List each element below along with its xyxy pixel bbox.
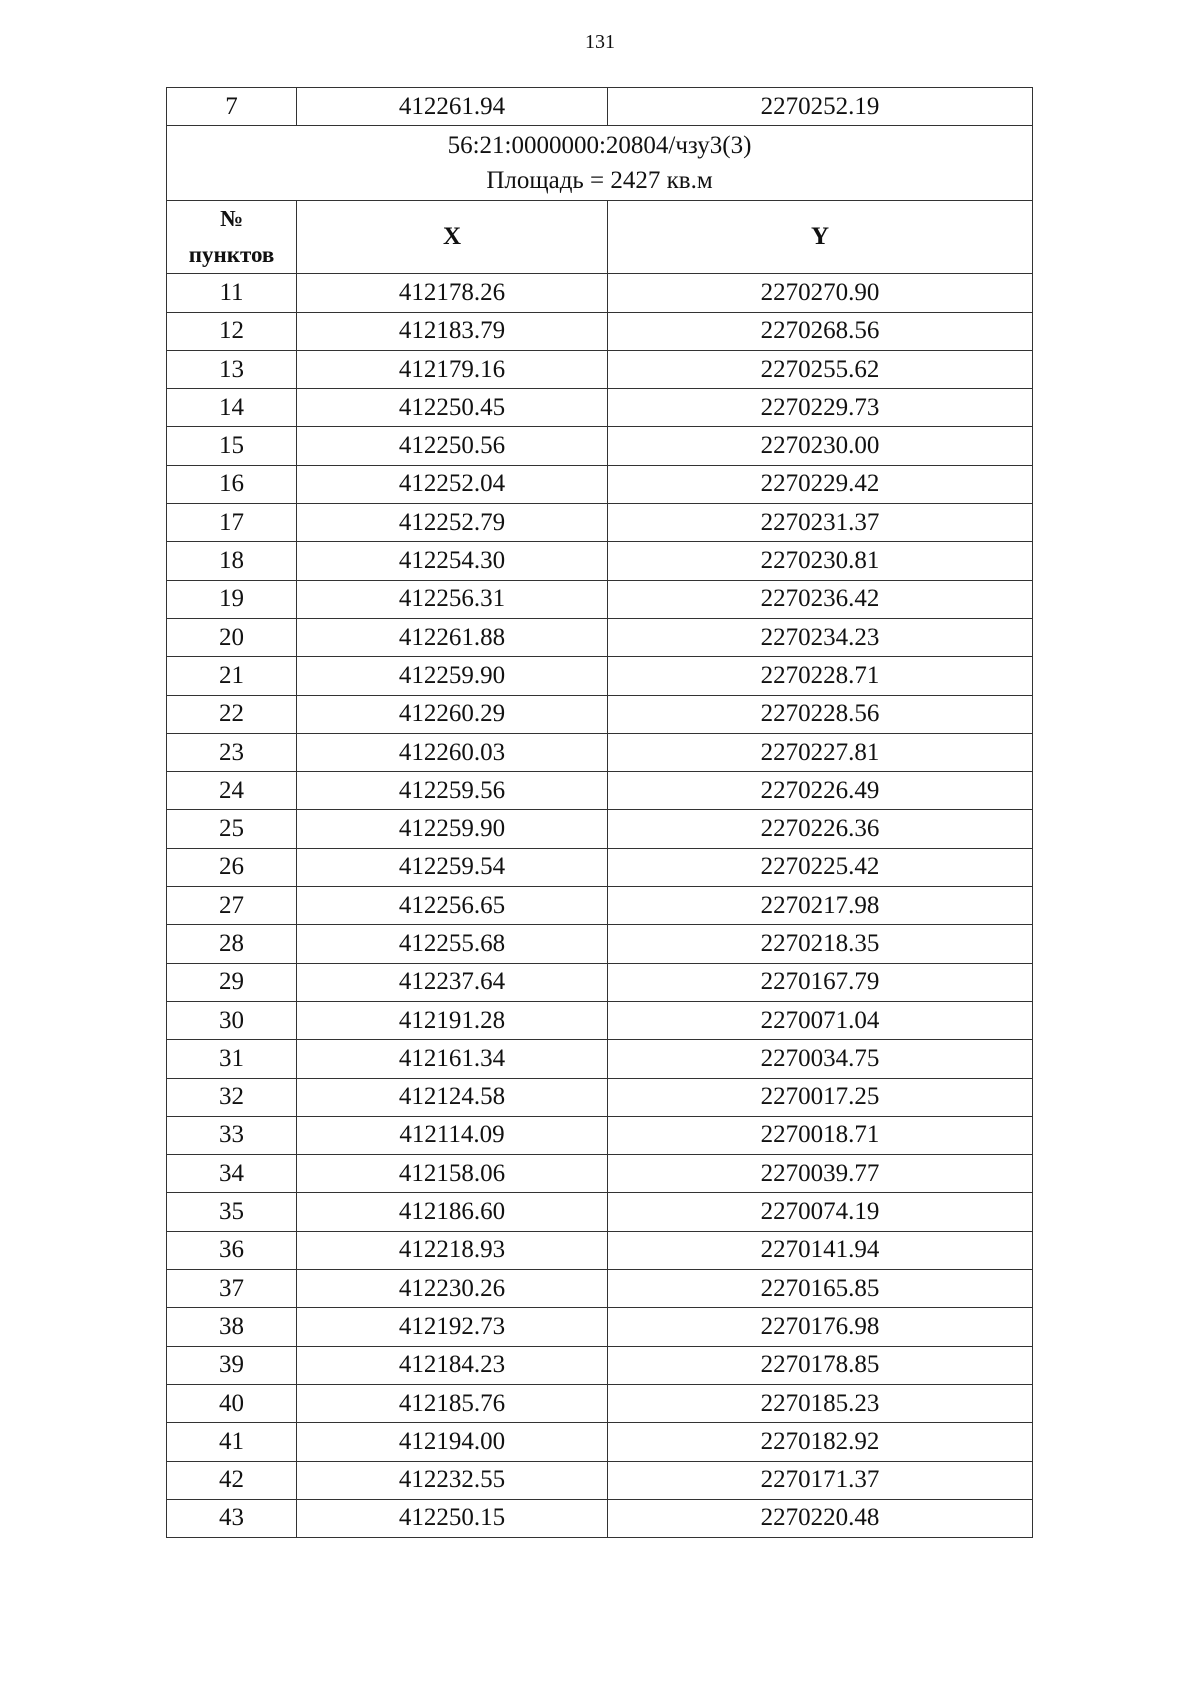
table-row-carry bbox=[167, 88, 1033, 126]
table-row bbox=[167, 925, 1033, 963]
point-number-cell: 34 bbox=[167, 1155, 297, 1193]
x-coordinate-cell: 412256.31 bbox=[297, 580, 608, 618]
point-number-cell: 20 bbox=[167, 618, 297, 656]
point-number-cell: 17 bbox=[167, 504, 297, 542]
x-coordinate-cell: 412259.90 bbox=[297, 657, 608, 695]
y-coordinate-cell: 2270225.42 bbox=[608, 848, 1033, 886]
y-header: Y bbox=[608, 201, 1033, 274]
y-coordinate-cell: 2270255.62 bbox=[608, 350, 1033, 388]
table-row bbox=[167, 1116, 1033, 1154]
parcel-area: Площадь = 2427 кв.м bbox=[486, 167, 713, 195]
x-coordinate-cell: 412184.23 bbox=[297, 1346, 608, 1384]
y-coordinate-cell: 2270171.37 bbox=[608, 1461, 1033, 1499]
table-row bbox=[167, 1384, 1033, 1422]
table-row bbox=[167, 963, 1033, 1001]
y-coordinate-cell: 2270141.94 bbox=[608, 1231, 1033, 1269]
point-number-cell: 43 bbox=[167, 1499, 297, 1537]
table-row bbox=[167, 1155, 1033, 1193]
table-row bbox=[167, 427, 1033, 465]
x-coordinate-cell: 412252.79 bbox=[297, 504, 608, 542]
y-coordinate-cell: 2270228.56 bbox=[608, 695, 1033, 733]
table-row bbox=[167, 580, 1033, 618]
table-row bbox=[167, 1423, 1033, 1461]
parcel-header-cell bbox=[167, 126, 1033, 201]
table-row bbox=[167, 1231, 1033, 1269]
point-number-cell: 16 bbox=[167, 465, 297, 503]
table-row bbox=[167, 504, 1033, 542]
y-coordinate-cell: 2270230.81 bbox=[608, 542, 1033, 580]
x-coordinate-cell: 412185.76 bbox=[297, 1384, 608, 1422]
y-coordinate-cell: 2270252.19 bbox=[608, 88, 1033, 126]
table-row bbox=[167, 733, 1033, 771]
point-number-cell: 11 bbox=[167, 274, 297, 312]
table-row bbox=[167, 810, 1033, 848]
x-coordinate-cell: 412250.45 bbox=[297, 389, 608, 427]
point-number-cell: 31 bbox=[167, 1040, 297, 1078]
x-coordinate-cell: 412178.26 bbox=[297, 274, 608, 312]
point-number-cell: 37 bbox=[167, 1270, 297, 1308]
x-coordinate-cell: 412237.64 bbox=[297, 963, 608, 1001]
x-coordinate-cell: 412255.68 bbox=[297, 925, 608, 963]
table-row bbox=[167, 657, 1033, 695]
point-number-cell: 35 bbox=[167, 1193, 297, 1231]
point-number-cell: 28 bbox=[167, 925, 297, 963]
point-number-cell: 36 bbox=[167, 1231, 297, 1269]
cadastral-number: 56:21:0000000:20804/чзу3(3) bbox=[447, 132, 752, 160]
points-word: пунктов bbox=[188, 242, 275, 268]
x-coordinate-cell: 412218.93 bbox=[297, 1231, 608, 1269]
point-number-cell: 29 bbox=[167, 963, 297, 1001]
point-number-cell: 7 bbox=[167, 88, 297, 126]
x-coordinate-cell: 412230.26 bbox=[297, 1270, 608, 1308]
x-coordinate-cell: 412250.56 bbox=[297, 427, 608, 465]
y-coordinate-cell: 2270226.49 bbox=[608, 772, 1033, 810]
point-number-cell: 32 bbox=[167, 1078, 297, 1116]
x-coordinate-cell: 412254.30 bbox=[297, 542, 608, 580]
x-header: X bbox=[297, 201, 608, 274]
y-coordinate-cell: 2270226.36 bbox=[608, 810, 1033, 848]
y-coordinate-cell: 2270234.23 bbox=[608, 618, 1033, 656]
x-coordinate-cell: 412114.09 bbox=[297, 1116, 608, 1154]
table-row bbox=[167, 1499, 1033, 1537]
x-coordinate-cell: 412191.28 bbox=[297, 1001, 608, 1039]
y-coordinate-cell: 2270039.77 bbox=[608, 1155, 1033, 1193]
table-row bbox=[167, 695, 1033, 733]
y-coordinate-cell: 2270270.90 bbox=[608, 274, 1033, 312]
x-coordinate-cell: 412161.34 bbox=[297, 1040, 608, 1078]
y-coordinate-cell: 2270071.04 bbox=[608, 1001, 1033, 1039]
table-row bbox=[167, 1346, 1033, 1384]
point-number-cell: 26 bbox=[167, 848, 297, 886]
x-coordinate-cell: 412259.90 bbox=[297, 810, 608, 848]
x-coordinate-cell: 412124.58 bbox=[297, 1078, 608, 1116]
table-row bbox=[167, 465, 1033, 503]
point-number-cell: 12 bbox=[167, 312, 297, 350]
table-row bbox=[167, 1270, 1033, 1308]
y-coordinate-cell: 2270218.35 bbox=[608, 925, 1033, 963]
y-coordinate-cell: 2270185.23 bbox=[608, 1384, 1033, 1422]
point-number-header bbox=[167, 201, 297, 274]
x-coordinate-cell: 412158.06 bbox=[297, 1155, 608, 1193]
number-sign: № bbox=[219, 206, 244, 232]
y-coordinate-cell: 2270217.98 bbox=[608, 887, 1033, 925]
y-coordinate-cell: 2270167.79 bbox=[608, 963, 1033, 1001]
x-coordinate-cell: 412183.79 bbox=[297, 312, 608, 350]
table-row bbox=[167, 772, 1033, 810]
parcel-header-row bbox=[167, 126, 1033, 201]
table-row bbox=[167, 618, 1033, 656]
x-coordinate-cell: 412252.04 bbox=[297, 465, 608, 503]
x-coordinate-cell: 412179.16 bbox=[297, 350, 608, 388]
point-number-cell: 42 bbox=[167, 1461, 297, 1499]
point-number-cell: 33 bbox=[167, 1116, 297, 1154]
point-number-cell: 25 bbox=[167, 810, 297, 848]
point-number-cell: 22 bbox=[167, 695, 297, 733]
x-coordinate-cell: 412250.15 bbox=[297, 1499, 608, 1537]
y-coordinate-cell: 2270178.85 bbox=[608, 1346, 1033, 1384]
point-number-cell: 21 bbox=[167, 657, 297, 695]
y-coordinate-cell: 2270220.48 bbox=[608, 1499, 1033, 1537]
y-coordinate-cell: 2270018.71 bbox=[608, 1116, 1033, 1154]
point-number-cell: 41 bbox=[167, 1423, 297, 1461]
y-coordinate-cell: 2270074.19 bbox=[608, 1193, 1033, 1231]
table-row bbox=[167, 312, 1033, 350]
x-coordinate-cell: 412261.88 bbox=[297, 618, 608, 656]
table-row bbox=[167, 1193, 1033, 1231]
x-coordinate-cell: 412186.60 bbox=[297, 1193, 608, 1231]
x-coordinate-cell: 412260.29 bbox=[297, 695, 608, 733]
y-coordinate-cell: 2270268.56 bbox=[608, 312, 1033, 350]
x-coordinate-cell: 412256.65 bbox=[297, 887, 608, 925]
x-coordinate-cell: 412260.03 bbox=[297, 733, 608, 771]
point-number-cell: 14 bbox=[167, 389, 297, 427]
point-number-cell: 27 bbox=[167, 887, 297, 925]
x-coordinate-cell: 412232.55 bbox=[297, 1461, 608, 1499]
point-number-cell: 15 bbox=[167, 427, 297, 465]
y-coordinate-cell: 2270017.25 bbox=[608, 1078, 1033, 1116]
table-row bbox=[167, 1078, 1033, 1116]
y-coordinate-cell: 2270236.42 bbox=[608, 580, 1033, 618]
table-row bbox=[167, 887, 1033, 925]
point-number-cell: 19 bbox=[167, 580, 297, 618]
point-number-cell: 38 bbox=[167, 1308, 297, 1346]
x-coordinate-cell: 412259.56 bbox=[297, 772, 608, 810]
table-row bbox=[167, 389, 1033, 427]
y-coordinate-cell: 2270034.75 bbox=[608, 1040, 1033, 1078]
table-row bbox=[167, 1461, 1033, 1499]
table-row bbox=[167, 848, 1033, 886]
x-coordinate-cell: 412259.54 bbox=[297, 848, 608, 886]
x-coordinate-cell: 412194.00 bbox=[297, 1423, 608, 1461]
point-number-cell: 39 bbox=[167, 1346, 297, 1384]
y-coordinate-cell: 2270229.73 bbox=[608, 389, 1033, 427]
point-number-cell: 24 bbox=[167, 772, 297, 810]
y-coordinate-cell: 2270182.92 bbox=[608, 1423, 1033, 1461]
table-row bbox=[167, 1040, 1033, 1078]
y-coordinate-cell: 2270176.98 bbox=[608, 1308, 1033, 1346]
point-number-cell: 30 bbox=[167, 1001, 297, 1039]
y-coordinate-cell: 2270228.71 bbox=[608, 657, 1033, 695]
table-row bbox=[167, 274, 1033, 312]
coordinates-table-body bbox=[167, 88, 1033, 1538]
y-coordinate-cell: 2270229.42 bbox=[608, 465, 1033, 503]
y-coordinate-cell: 2270165.85 bbox=[608, 1270, 1033, 1308]
point-number-cell: 40 bbox=[167, 1384, 297, 1422]
table-row bbox=[167, 542, 1033, 580]
table-row bbox=[167, 1308, 1033, 1346]
point-number-cell: 18 bbox=[167, 542, 297, 580]
page-number: 131 bbox=[585, 31, 615, 53]
coordinates-table bbox=[166, 87, 1033, 1538]
table-row bbox=[167, 350, 1033, 388]
x-coordinate-cell: 412192.73 bbox=[297, 1308, 608, 1346]
y-coordinate-cell: 2270230.00 bbox=[608, 427, 1033, 465]
point-number-cell: 23 bbox=[167, 733, 297, 771]
point-number-cell: 13 bbox=[167, 350, 297, 388]
column-header-row bbox=[167, 201, 1033, 274]
table-row bbox=[167, 1001, 1033, 1039]
y-coordinate-cell: 2270227.81 bbox=[608, 733, 1033, 771]
x-coordinate-cell: 412261.94 bbox=[297, 88, 608, 126]
y-coordinate-cell: 2270231.37 bbox=[608, 504, 1033, 542]
